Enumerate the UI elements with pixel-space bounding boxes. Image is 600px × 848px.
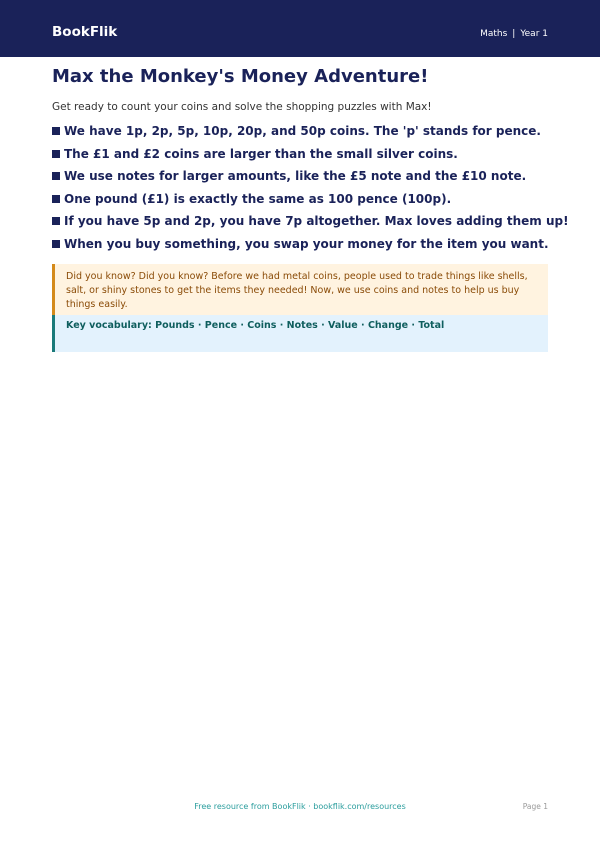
meta-separator: | — [512, 29, 516, 39]
square-bullet-icon — [52, 150, 60, 158]
list-item-text: The £1 and £2 coins are larger than the small silver coins. — [64, 146, 458, 161]
list-item — [52, 167, 552, 190]
list-item-text: When you buy something, you swap your money for the item you want. — [64, 236, 549, 251]
subject-label: Maths — [480, 29, 508, 39]
header-meta — [480, 28, 548, 40]
square-bullet-icon — [52, 217, 60, 225]
header-bar — [0, 0, 600, 57]
list-item — [52, 190, 552, 213]
square-bullet-icon — [52, 127, 60, 135]
intro-text: Get ready to count your coins and solve the shopping puzzles with Max! — [52, 101, 432, 113]
did-you-know-box — [52, 264, 548, 315]
vocabulary-box — [52, 315, 548, 352]
year-label: Year 1 — [520, 29, 548, 39]
vocabulary-text: Key vocabulary: Pounds · Pence · Coins · Notes · Value · Change · Total — [66, 320, 445, 331]
list-item — [52, 122, 552, 145]
list-item-text: One pound (£1) is exactly the same as 100 pence (100p). — [64, 191, 452, 206]
fact-list — [52, 122, 569, 257]
list-item — [52, 145, 552, 168]
brand-logo[interactable]: BookFlik — [52, 24, 118, 40]
square-bullet-icon — [52, 172, 60, 180]
page-number: Page 1 — [522, 802, 548, 811]
page-title: Max the Monkey's Money Adventure! — [52, 66, 429, 87]
list-item — [52, 235, 552, 258]
did-you-know-text: Did you know? Did you know? Before we had metal coins, people used to trade things like shells, salt, or shiny stones to get the items they needed! Now, we use coins and notes to help us buy things easily. — [66, 271, 528, 310]
square-bullet-icon — [52, 240, 60, 248]
list-item — [52, 212, 569, 235]
square-bullet-icon — [52, 195, 60, 203]
footer-link[interactable]: Free resource from BookFlik · bookflik.com/resources — [194, 802, 406, 811]
list-item-text: We have 1p, 2p, 5p, 10p, 20p, and 50p coins. The 'p' stands for pence. — [64, 124, 541, 138]
list-item-text: If you have 5p and 2p, you have 7p altogether. Max loves adding them up! — [64, 214, 569, 228]
list-item-text: We use notes for larger amounts, like the £5 note and the £10 note. — [64, 169, 527, 183]
